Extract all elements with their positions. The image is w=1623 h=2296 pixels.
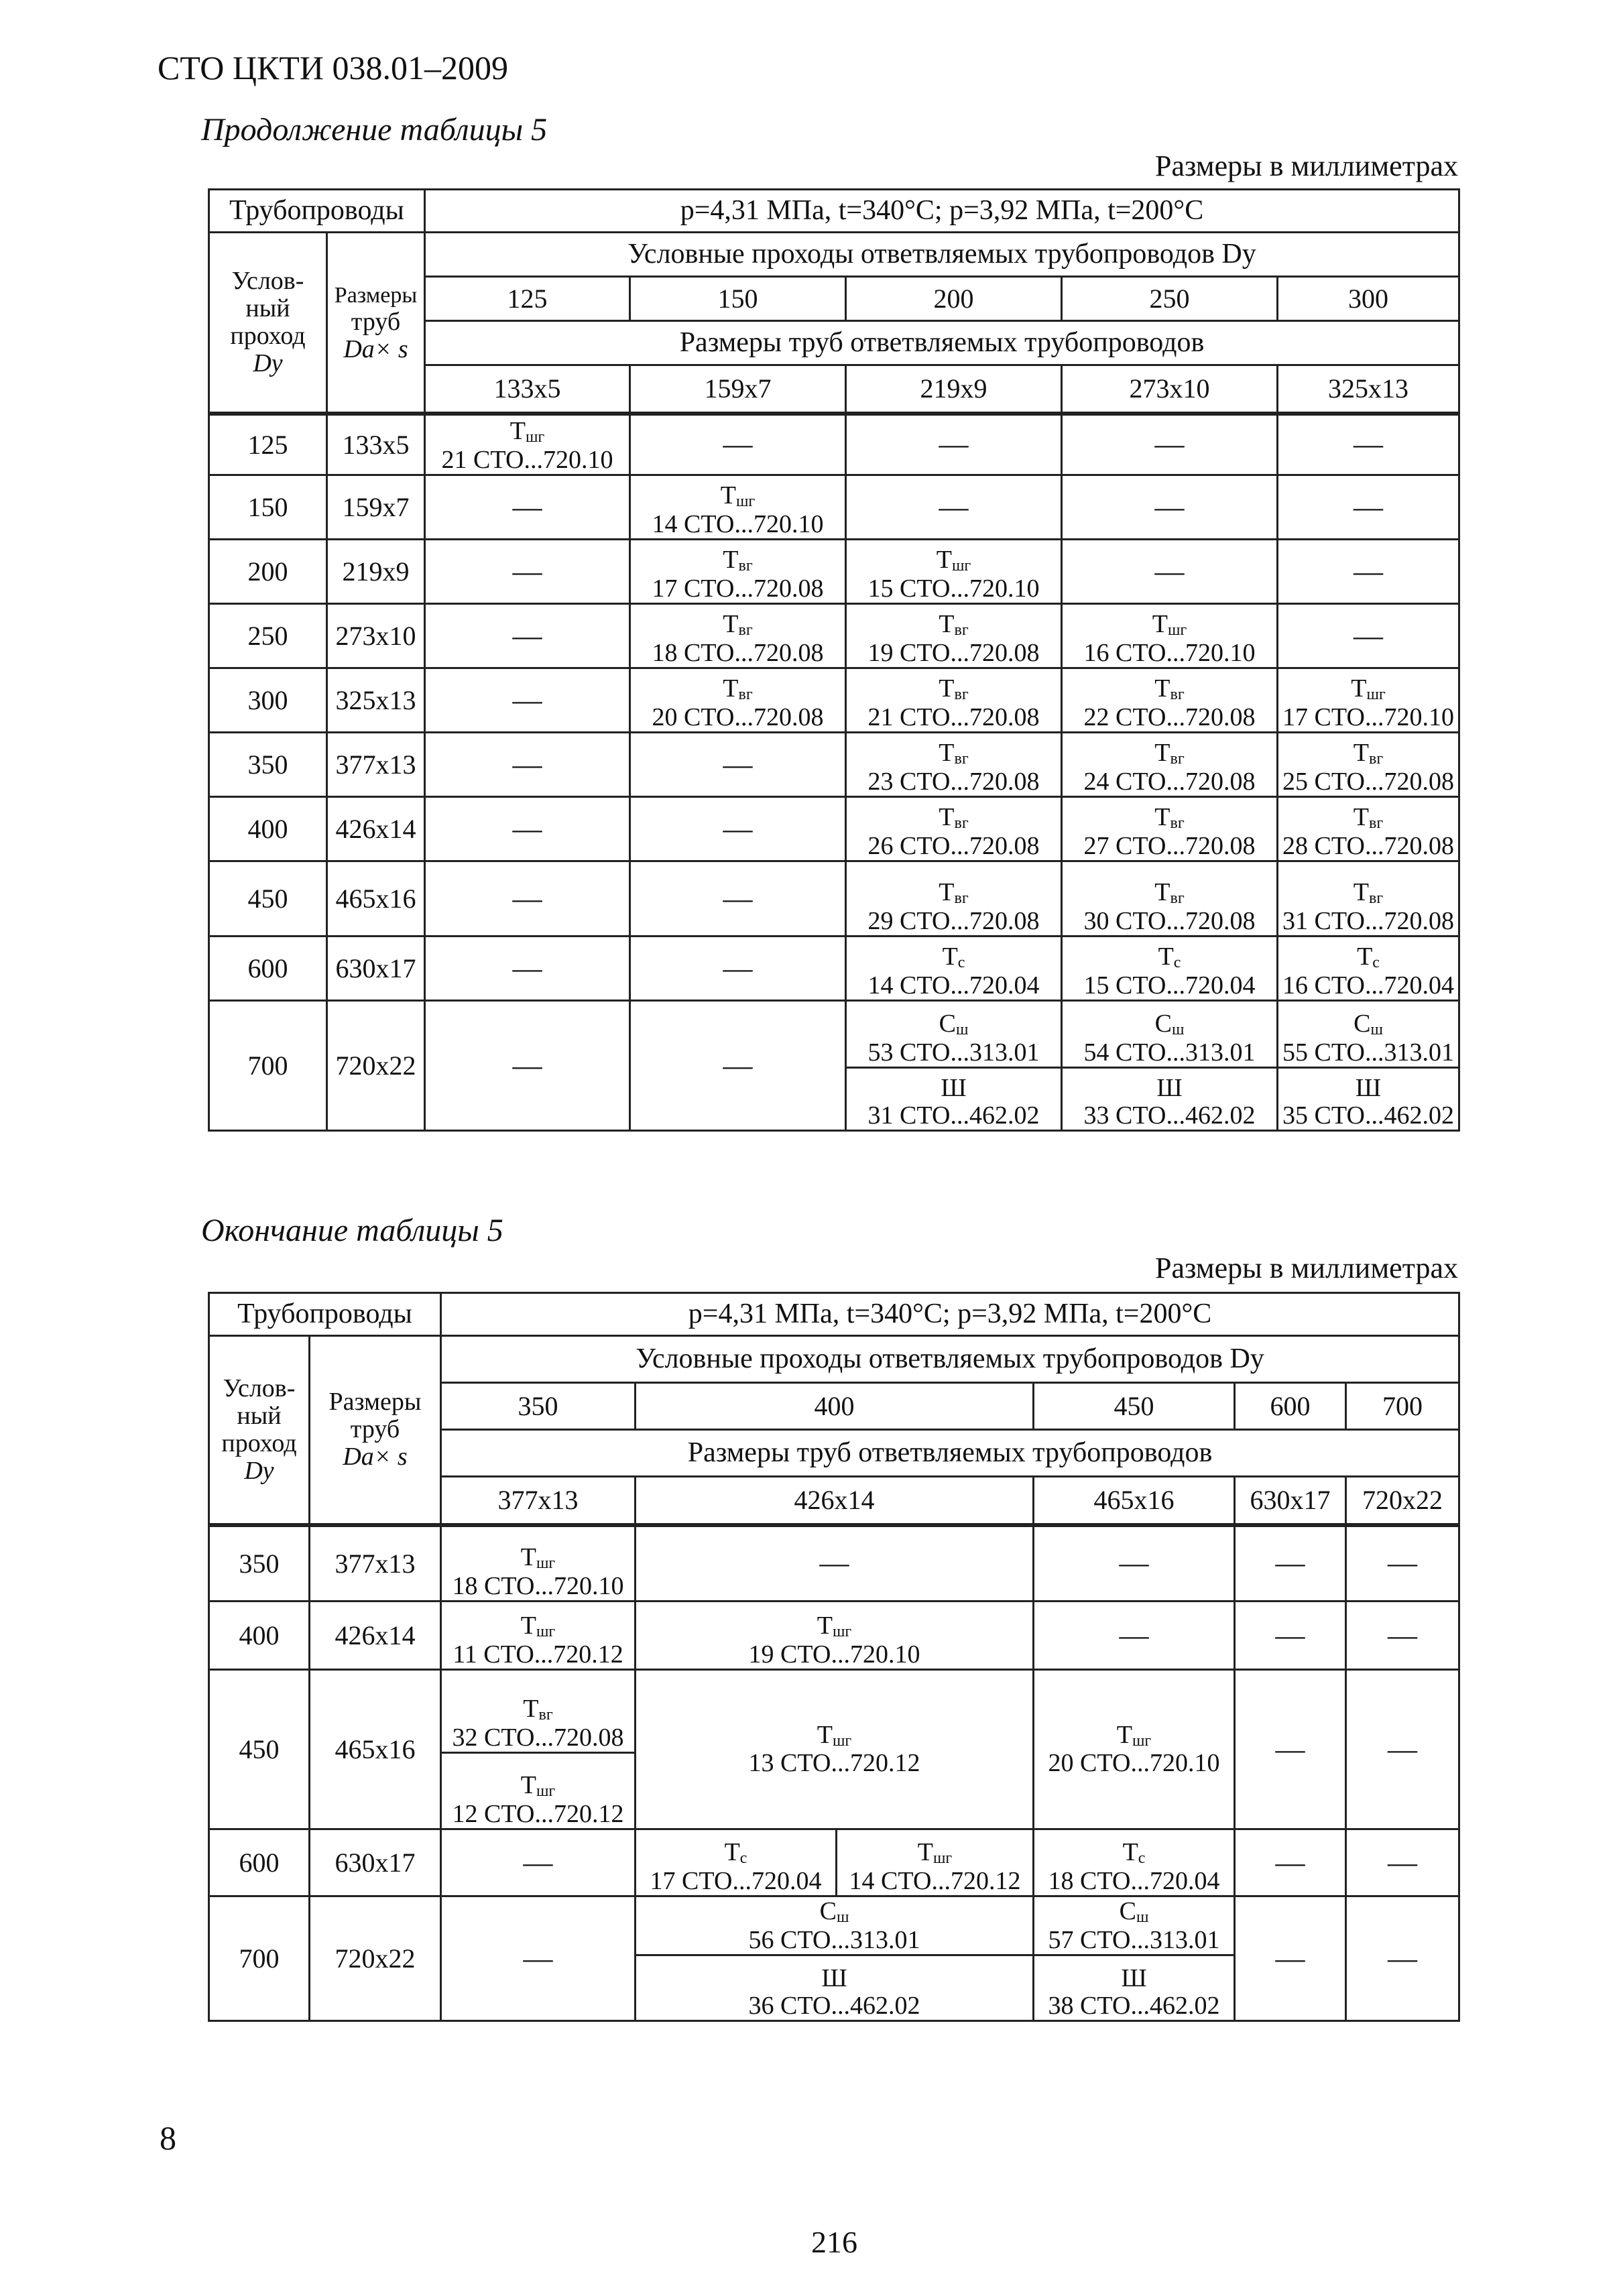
row-dy: 300	[209, 668, 327, 733]
dash-cell: —	[441, 1829, 636, 1896]
dash-cell: —	[1346, 1602, 1459, 1670]
header-branch-passes: Условные проходы ответвляемых трубопроводов Dy	[425, 233, 1459, 277]
branch-dy: 125	[425, 277, 630, 321]
header-pipe-sizes: Размеры труб Da× s	[327, 233, 425, 414]
dash-cell: —	[1346, 1525, 1459, 1602]
row-size: 465x16	[327, 861, 425, 936]
part-cell: $Т_{шг}$ 20 СТО...720.10	[1034, 1670, 1235, 1829]
branch-dy: 200	[846, 277, 1062, 321]
branch-size: 720x22	[1346, 1477, 1459, 1525]
dash-cell: —	[1346, 1670, 1459, 1829]
dash-cell: —	[630, 797, 846, 861]
part-cell: $Т_{шг}$ 14 СТО...720.12	[837, 1829, 1034, 1896]
table-row	[209, 475, 1459, 540]
dash-cell: —	[1235, 1829, 1346, 1896]
part-cell: $Т_{вг}$ 21 СТО...720.08	[846, 668, 1062, 733]
part-cell: $С_ш$ 54 СТО...313.01	[1062, 1001, 1278, 1068]
header-branch-sizes: Размеры труб ответвляемых трубопроводов	[425, 321, 1459, 365]
branch-dy: 450	[1034, 1383, 1235, 1430]
dash-cell: —	[425, 540, 630, 604]
dash-cell: —	[441, 1896, 636, 2021]
part-cell: $Т_{вг}$ 25 СТО...720.08	[1278, 733, 1459, 797]
part-cell: $Т_{шг}$ 16 СТО...720.10	[1062, 604, 1278, 668]
part-cell: $Т_{вг}$ 26 СТО...720.08	[846, 797, 1062, 861]
row-size: 426x14	[310, 1602, 441, 1670]
page-number: 8	[160, 2119, 176, 2157]
part-cell: Ш 36 СТО...462.02	[636, 1955, 1034, 2021]
dash-cell: —	[1278, 414, 1459, 475]
table-row	[209, 733, 1459, 797]
dash-cell: —	[1278, 604, 1459, 668]
row-size: 325x13	[327, 668, 425, 733]
row-size: 273x10	[327, 604, 425, 668]
part-cell: $Т_{вг}$ 18 СТО...720.08	[630, 604, 846, 668]
table-row	[209, 540, 1459, 604]
branch-dy: 300	[1278, 277, 1459, 321]
dash-cell: —	[630, 414, 846, 475]
row-dy: 200	[209, 540, 327, 604]
dash-cell: —	[1278, 475, 1459, 540]
table-caption-continuation: Продолжение таблицы 5	[201, 112, 548, 147]
table-5-ending	[208, 1292, 1460, 2022]
row-dy: 400	[209, 797, 327, 861]
dash-cell: —	[425, 1001, 630, 1131]
branch-dy: 700	[1346, 1383, 1459, 1430]
header-conditions: p=4,31 МПа, t=340°С; p=3,92 МПа, t=200°С	[441, 1293, 1459, 1336]
dash-cell: —	[1034, 1525, 1235, 1602]
header-conditions: p=4,31 МПа, t=340°С; p=3,92 МПа, t=200°С	[425, 190, 1459, 233]
part-cell: $С_ш$ 55 СТО...313.01	[1278, 1001, 1459, 1068]
dash-cell: —	[1062, 414, 1278, 475]
branch-size: 273x10	[1062, 365, 1278, 414]
table-row	[209, 936, 1459, 1001]
row-size: 426x14	[327, 797, 425, 861]
part-cell: $Т_{вг}$ 28 СТО...720.08	[1278, 797, 1459, 861]
row-dy: 600	[209, 1829, 310, 1896]
part-cell: $Т_{шг}$ 11 СТО...720.12	[441, 1602, 636, 1670]
table-row	[209, 668, 1459, 733]
part-cell: $С_ш$ 57 СТО...313.01	[1034, 1896, 1235, 1955]
row-dy: 700	[209, 1001, 327, 1131]
table-row	[209, 1001, 1459, 1068]
part-cell: $Т_с$ 18 СТО...720.04	[1034, 1829, 1235, 1896]
part-cell: $С_ш$ 56 СТО...313.01	[636, 1896, 1034, 1955]
row-size: 377x13	[327, 733, 425, 797]
table-row	[209, 414, 1459, 475]
units-note: Размеры в миллиметрах	[1155, 1252, 1458, 1284]
header-nominal-pass: Услов- ный проход Dy	[209, 1336, 310, 1525]
row-size: 630x17	[310, 1829, 441, 1896]
row-size: 630x17	[327, 936, 425, 1001]
dash-cell: —	[425, 797, 630, 861]
part-cell: Ш 31 СТО...462.02	[846, 1068, 1062, 1131]
header-branch-passes: Условные проходы ответвляемых трубопроводов Dy	[441, 1336, 1459, 1383]
branch-size: 219x9	[846, 365, 1062, 414]
table-caption-ending: Окончание таблицы 5	[201, 1213, 503, 1248]
dash-cell: —	[1346, 1896, 1459, 2021]
table-row	[209, 1829, 1459, 1896]
sheet-number: 216	[811, 2225, 857, 2259]
header-nominal-pass: Услов- ный проход Dy	[209, 233, 327, 414]
part-cell: $Т_{шг}$ 17 СТО...720.10	[1278, 668, 1459, 733]
part-cell: $Т_{вг}$ 31 СТО...720.08	[1278, 861, 1459, 936]
part-cell: $Т_с$ 17 СТО...720.04	[636, 1829, 837, 1896]
dash-cell: —	[1062, 540, 1278, 604]
part-cell: $Т_{вг}$ 19 СТО...720.08	[846, 604, 1062, 668]
part-cell: $Т_{вг}$ 23 СТО...720.08	[846, 733, 1062, 797]
branch-dy: 150	[630, 277, 846, 321]
row-dy: 125	[209, 414, 327, 475]
branch-size: 325x13	[1278, 365, 1459, 414]
table-row	[209, 1896, 1459, 1955]
dash-cell: —	[425, 668, 630, 733]
dash-cell: —	[1346, 1829, 1459, 1896]
branch-dy: 350	[441, 1383, 636, 1430]
part-cell: $Т_{вг}$ 30 СТО...720.08	[1062, 861, 1278, 936]
part-cell: $Т_с$ 16 СТО...720.04	[1278, 936, 1459, 1001]
units-note: Размеры в миллиметрах	[1155, 149, 1458, 182]
table-row	[209, 1602, 1459, 1670]
branch-size: 133x5	[425, 365, 630, 414]
part-cell: $Т_{шг}$ 19 СТО...720.10	[636, 1602, 1034, 1670]
row-size: 720x22	[310, 1896, 441, 2021]
dash-cell: —	[1235, 1670, 1346, 1829]
row-dy: 150	[209, 475, 327, 540]
header-pipelines: Трубопроводы	[209, 1293, 441, 1336]
part-cell: Ш 33 СТО...462.02	[1062, 1068, 1278, 1131]
dash-cell: —	[425, 733, 630, 797]
branch-dy: 250	[1062, 277, 1278, 321]
part-cell: $Т_{вг}$ 24 СТО...720.08	[1062, 733, 1278, 797]
part-cell: Ш 38 СТО...462.02	[1034, 1955, 1235, 2021]
dash-cell: —	[1062, 475, 1278, 540]
header-branch-sizes: Размеры труб ответвляемых трубопроводов	[441, 1430, 1459, 1477]
dash-cell: —	[636, 1525, 1034, 1602]
dash-cell: —	[1235, 1525, 1346, 1602]
part-cell: $Т_{вг}$ 29 СТО...720.08	[846, 861, 1062, 936]
dash-cell: —	[1235, 1896, 1346, 2021]
header-pipelines: Трубопроводы	[209, 190, 425, 233]
dash-cell: —	[1235, 1602, 1346, 1670]
branch-size: 465x16	[1034, 1477, 1235, 1525]
row-dy: 600	[209, 936, 327, 1001]
row-size: 159x7	[327, 475, 425, 540]
branch-size: 426x14	[636, 1477, 1034, 1525]
dash-cell: —	[425, 936, 630, 1001]
part-cell: $Т_{вг}$ 20 СТО...720.08	[630, 668, 846, 733]
header-pipe-sizes: Размеры труб Da× s	[310, 1336, 441, 1525]
part-cell: $Т_{шг}$ 14 СТО...720.10	[630, 475, 846, 540]
row-size: 377x13	[310, 1525, 441, 1602]
row-size: 219x9	[327, 540, 425, 604]
dash-cell: —	[630, 936, 846, 1001]
table-row	[209, 861, 1459, 936]
row-dy: 450	[209, 1670, 310, 1829]
document-code: СТО ЦКТИ 038.01–2009	[158, 49, 508, 86]
row-dy: 250	[209, 604, 327, 668]
part-cell: $Т_{шг}$ 13 СТО...720.12	[636, 1670, 1034, 1829]
row-dy: 450	[209, 861, 327, 936]
part-cell: $Т_с$ 14 СТО...720.04	[846, 936, 1062, 1001]
part-cell: $Т_{вг}$ 17 СТО...720.08	[630, 540, 846, 604]
dash-cell: —	[1278, 540, 1459, 604]
part-cell: $Т_{вг}$ 22 СТО...720.08	[1062, 668, 1278, 733]
table-5-continuation	[208, 188, 1460, 1132]
table-row	[209, 1525, 1459, 1602]
part-cell: $Т_{шг}$ 12 СТО...720.12	[441, 1753, 636, 1829]
table-row	[209, 797, 1459, 861]
part-cell: $Т_{шг}$ 21 СТО...720.10	[425, 414, 630, 475]
row-dy: 350	[209, 733, 327, 797]
part-cell: $Т_{шг}$ 18 СТО...720.10	[441, 1525, 636, 1602]
table-row	[209, 604, 1459, 668]
dash-cell: —	[425, 475, 630, 540]
dash-cell: —	[630, 1001, 846, 1131]
part-cell: $Т_{вг}$ 27 СТО...720.08	[1062, 797, 1278, 861]
dash-cell: —	[846, 475, 1062, 540]
table-row	[209, 1670, 1459, 1753]
row-dy: 700	[209, 1896, 310, 2021]
dash-cell: —	[425, 604, 630, 668]
part-cell: $С_ш$ 53 СТО...313.01	[846, 1001, 1062, 1068]
row-dy: 350	[209, 1525, 310, 1602]
row-size: 465x16	[310, 1670, 441, 1829]
branch-dy: 400	[636, 1383, 1034, 1430]
part-cell: Ш 35 СТО...462.02	[1278, 1068, 1459, 1131]
branch-dy: 600	[1235, 1383, 1346, 1430]
row-size: 133x5	[327, 414, 425, 475]
dash-cell: —	[1034, 1602, 1235, 1670]
branch-size: 630x17	[1235, 1477, 1346, 1525]
part-cell: $Т_с$ 15 СТО...720.04	[1062, 936, 1278, 1001]
dash-cell: —	[630, 733, 846, 797]
part-cell: $Т_{шг}$ 15 СТО...720.10	[846, 540, 1062, 604]
part-cell: $Т_{вг}$ 32 СТО...720.08	[441, 1670, 636, 1753]
row-dy: 400	[209, 1602, 310, 1670]
dash-cell: —	[846, 414, 1062, 475]
branch-size: 159x7	[630, 365, 846, 414]
dash-cell: —	[630, 861, 846, 936]
dash-cell: —	[425, 861, 630, 936]
row-size: 720x22	[327, 1001, 425, 1131]
branch-size: 377x13	[441, 1477, 636, 1525]
